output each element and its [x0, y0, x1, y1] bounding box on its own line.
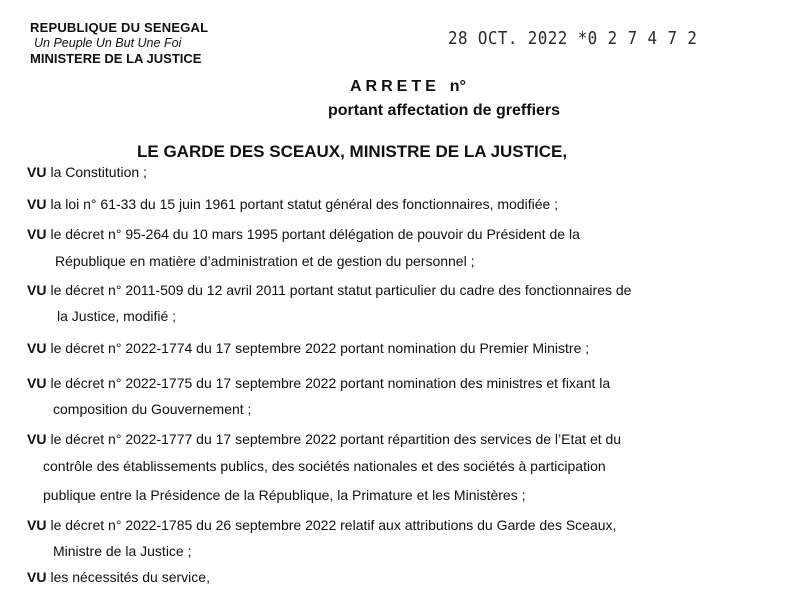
visa-text: les nécessités du service, [50, 569, 210, 585]
visa-prefix: VU [27, 196, 47, 212]
visa-prefix: VU [27, 164, 47, 180]
arrete-number-label: n° [449, 78, 466, 95]
visa-prefix: VU [27, 340, 47, 356]
visa-prefix: VU [27, 226, 47, 242]
visa-item [27, 161, 147, 183]
visa-prefix: VU [27, 569, 47, 585]
visa-text: le décret n° 2022-1777 du 17 septembre 2022 portant répartition des services de l’Etat et du [50, 431, 622, 447]
national-motto: Un Peuple Un But Une Foi [34, 36, 182, 50]
authority-heading: LE GARDE DES SCEAUX, MINISTRE DE LA JUSTICE, [137, 142, 568, 161]
visa-text: le décret n° 2022-1774 du 17 septembre 2022 portant nomination du Premier Ministre ; [50, 340, 590, 356]
visa-item [27, 372, 610, 394]
registration-stamp: 28 OCT. 2022 *0 2 7 4 7 2 [448, 28, 698, 49]
visa-item [27, 337, 589, 359]
visa-prefix: VU [27, 517, 47, 533]
visa-text: le décret n° 2011-509 du 12 avril 2011 portant statut particulier du cadre des fonctionnaires de [50, 282, 632, 298]
visa-item [27, 279, 631, 301]
visa-item [27, 566, 210, 588]
visa-item [27, 193, 558, 215]
visa-prefix: VU [27, 282, 47, 298]
visa-text: le décret n° 95-264 du 10 mars 1995 portant délégation de pouvoir du Président de la [50, 226, 580, 242]
visa-continuation: composition du Gouvernement ; [53, 401, 252, 417]
visa-item [27, 223, 580, 245]
document-subtitle: portant affectation de greffiers [328, 102, 561, 119]
visa-continuation: contrôle des établissements publics, des sociétés nationales et des sociétés à participation [43, 458, 606, 474]
visa-text: le décret n° 2022-1775 du 17 septembre 2022 portant nomination des ministres et fixant la [50, 375, 611, 391]
visa-continuation: publique entre la Présidence de la République, la Primature et les Ministères ; [43, 487, 526, 503]
visa-item [27, 428, 621, 450]
letterhead [30, 20, 270, 66]
ministry-name: MINISTERE DE LA JUSTICE [30, 51, 202, 66]
visa-prefix: VU [27, 431, 47, 447]
visa-text: le décret n° 2022-1785 du 26 septembre 2022 relatif aux attributions du Garde des Sceaux, [50, 517, 617, 533]
visa-text: la Constitution ; [50, 164, 147, 180]
visa-continuation: République en matière d’administration et de gestion du personnel ; [55, 253, 475, 269]
visa-continuation: la Justice, modifié ; [57, 308, 177, 324]
arrete-label: ARRETE [350, 78, 440, 95]
visa-text: la loi n° 61-33 du 15 juin 1961 portant statut général des fonctionnaires, modifiée ; [50, 196, 559, 212]
country-name: REPUBLIQUE DU SENEGAL [30, 20, 209, 35]
visa-item [27, 514, 616, 536]
visa-continuation: Ministre de la Justice ; [53, 543, 192, 559]
document-title [350, 78, 466, 96]
visa-prefix: VU [27, 375, 47, 391]
